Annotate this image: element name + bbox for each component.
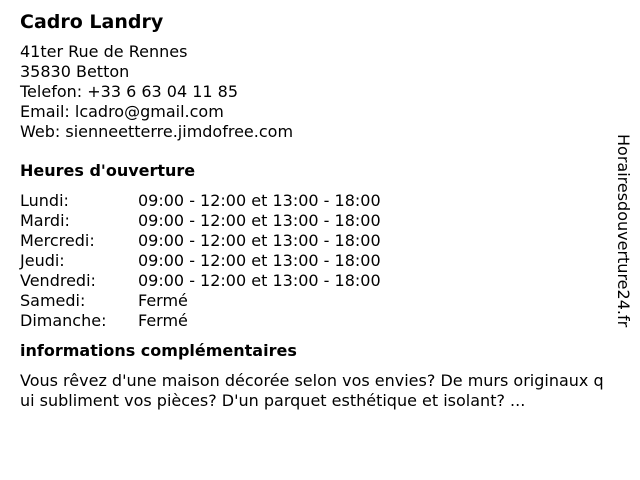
opening-hours-table — [20, 191, 610, 331]
day-hours: 09:00 - 12:00 et 13:00 - 18:00 — [138, 251, 381, 270]
day-hours: Fermé — [138, 291, 188, 310]
hours-row-thursday — [20, 251, 610, 271]
business-name: Cadro Landry — [20, 11, 164, 33]
hours-row-friday — [20, 271, 610, 291]
hours-row-wednesday — [20, 231, 610, 251]
opening-hours-heading: Heures d'ouverture — [20, 161, 196, 180]
day-label: Vendredi: — [20, 271, 96, 290]
day-label: Lundi: — [20, 191, 69, 210]
address-city: 35830 Betton — [20, 62, 130, 81]
day-label: Jeudi: — [20, 251, 65, 270]
day-label: Samedi: — [20, 291, 86, 310]
site-watermark: Horairesdouverture24.fr — [614, 134, 633, 328]
hours-row-saturday — [20, 291, 610, 311]
day-hours: 09:00 - 12:00 et 13:00 - 18:00 — [138, 191, 381, 210]
day-label: Mercredi: — [20, 231, 95, 250]
additional-info-text: Vous rêvez d'une maison décorée selon vos envies? De murs originaux qui subliment vos pièces? D'un parquet esthétique et isolant? ... — [20, 371, 604, 410]
hours-row-sunday — [20, 311, 610, 331]
website: Web: sienneetterre.jimdofree.com — [20, 122, 294, 141]
contact-block — [20, 42, 610, 142]
phone-number: Telefon: +33 6 63 04 11 85 — [20, 82, 239, 101]
hours-row-tuesday — [20, 211, 610, 231]
day-hours: 09:00 - 12:00 et 13:00 - 18:00 — [138, 211, 381, 230]
day-label: Dimanche: — [20, 311, 107, 330]
day-label: Mardi: — [20, 211, 70, 230]
hours-row-monday — [20, 191, 610, 211]
day-hours: 09:00 - 12:00 et 13:00 - 18:00 — [138, 231, 381, 250]
day-hours: Fermé — [138, 311, 188, 330]
address-street: 41ter Rue de Rennes — [20, 42, 188, 61]
additional-info-heading: informations complémentaires — [20, 341, 297, 360]
day-hours: 09:00 - 12:00 et 13:00 - 18:00 — [138, 271, 381, 290]
email-address: Email: lcadro@gmail.com — [20, 102, 224, 121]
business-card — [20, 10, 610, 411]
